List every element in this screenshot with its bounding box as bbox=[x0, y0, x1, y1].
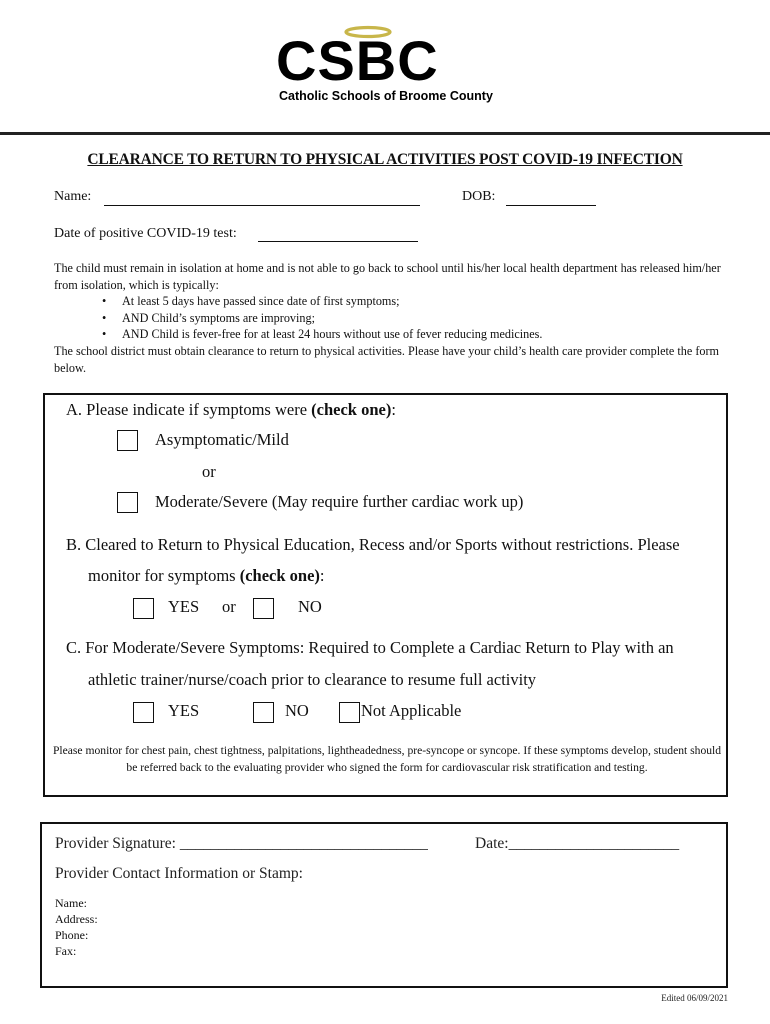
section-a-heading bbox=[66, 400, 396, 420]
criteria-item: • AND Child’s symptoms are improving; bbox=[122, 310, 734, 327]
section-a-text: A. Please indicate if symptoms were bbox=[66, 400, 312, 419]
criteria-list bbox=[54, 293, 734, 343]
dob-field[interactable] bbox=[506, 205, 596, 206]
or-label: or bbox=[202, 462, 216, 481]
section-b-line2 bbox=[88, 566, 325, 586]
section-c-line2: athletic trainer/nurse/coach prior to clearance to resume full activity bbox=[88, 670, 537, 689]
provider-signature-field[interactable]: Provider Signature: ________________________________ bbox=[55, 835, 428, 852]
dob-label: DOB: bbox=[462, 189, 496, 204]
test-date-field[interactable] bbox=[258, 241, 418, 242]
edited-date: Edited 06/09/2021 bbox=[661, 993, 728, 1003]
school-logo bbox=[270, 20, 500, 106]
clearance-paragraph: The school district must obtain clearance to return to physical activities. Please have your child’s health care provider complete the form below. bbox=[54, 343, 720, 375]
provider-name-label: Name: bbox=[55, 896, 87, 910]
criteria-item: • At least 5 days have passed since date of first symptoms; bbox=[122, 293, 734, 310]
asymptomatic-label: Asymptomatic/Mild bbox=[155, 430, 289, 449]
logo-wordmark: CSBC bbox=[276, 29, 439, 92]
logo-subtitle: Catholic Schools of Broome County bbox=[279, 89, 493, 103]
asymptomatic-checkbox[interactable] bbox=[117, 430, 138, 451]
provider-address-label: Address: bbox=[55, 912, 98, 926]
test-date-label: Date of positive COVID-19 test: bbox=[54, 226, 237, 241]
monitoring-note: Please monitor for chest pain, chest tightness, palpitations, lightheadedness, pre-syncope or syncope. If these symptoms develop, student should be referred back to the evaluating provider who signed the form for cardiovascular risk stratification and testing. bbox=[52, 744, 722, 774]
section-a-colon: : bbox=[391, 400, 396, 419]
criteria-item: • AND Child is fever-free for at least 24 hours without use of fever reducing medicines. bbox=[122, 326, 734, 343]
logo-graphic bbox=[270, 20, 500, 106]
section-b-line1: B. Cleared to Return to Physical Education, Recess and/or Sports without restrictions. Please bbox=[66, 535, 680, 554]
name-label: Name: bbox=[54, 189, 92, 204]
provider-contact-label: Provider Contact Information or Stamp: bbox=[55, 865, 303, 882]
section-b-or-label: or bbox=[222, 597, 236, 616]
section-b-colon: : bbox=[319, 566, 325, 585]
moderate-severe-label: Moderate/Severe (May require further cardiac work up) bbox=[155, 492, 524, 511]
section-b-no-label: NO bbox=[298, 597, 322, 616]
section-b-yes-checkbox[interactable] bbox=[133, 598, 154, 619]
section-c-no-label: NO bbox=[285, 701, 309, 720]
section-c-line1: C. For Moderate/Severe Symptoms: Required to Complete a Cardiac Return to Play with an bbox=[66, 638, 674, 657]
clearance-section-box bbox=[43, 393, 728, 797]
section-a-emphasis: (check one) bbox=[311, 400, 392, 419]
section-b-text: monitor for symptoms bbox=[88, 566, 240, 585]
provider-date-field[interactable]: Date:______________________ bbox=[475, 835, 680, 852]
provider-phone-label: Phone: bbox=[55, 928, 89, 942]
section-b-emphasis: (check one) bbox=[239, 566, 320, 585]
section-c-na-label: Not Applicable bbox=[361, 701, 462, 720]
section-c-yes-label: YES bbox=[168, 701, 200, 720]
section-c-no-checkbox[interactable] bbox=[253, 702, 274, 723]
intro-text bbox=[54, 260, 734, 376]
moderate-severe-checkbox[interactable] bbox=[117, 492, 138, 513]
section-c-yes-checkbox[interactable] bbox=[133, 702, 154, 723]
section-b-no-checkbox[interactable] bbox=[253, 598, 274, 619]
name-field[interactable] bbox=[104, 205, 420, 206]
section-b-yes-label: YES bbox=[168, 597, 200, 616]
header-rule bbox=[0, 132, 770, 135]
form-title: CLEARANCE TO RETURN TO PHYSICAL ACTIVITIES POST COVID-19 INFECTION bbox=[87, 151, 683, 168]
section-c-na-checkbox[interactable] bbox=[339, 702, 360, 723]
provider-fax-label: Fax: bbox=[55, 944, 77, 958]
intro-paragraph: The child must remain in isolation at home and is not able to go back to school until his/her local health department has released him/her from isolation, which is typically: bbox=[54, 261, 721, 292]
provider-details bbox=[55, 895, 98, 959]
